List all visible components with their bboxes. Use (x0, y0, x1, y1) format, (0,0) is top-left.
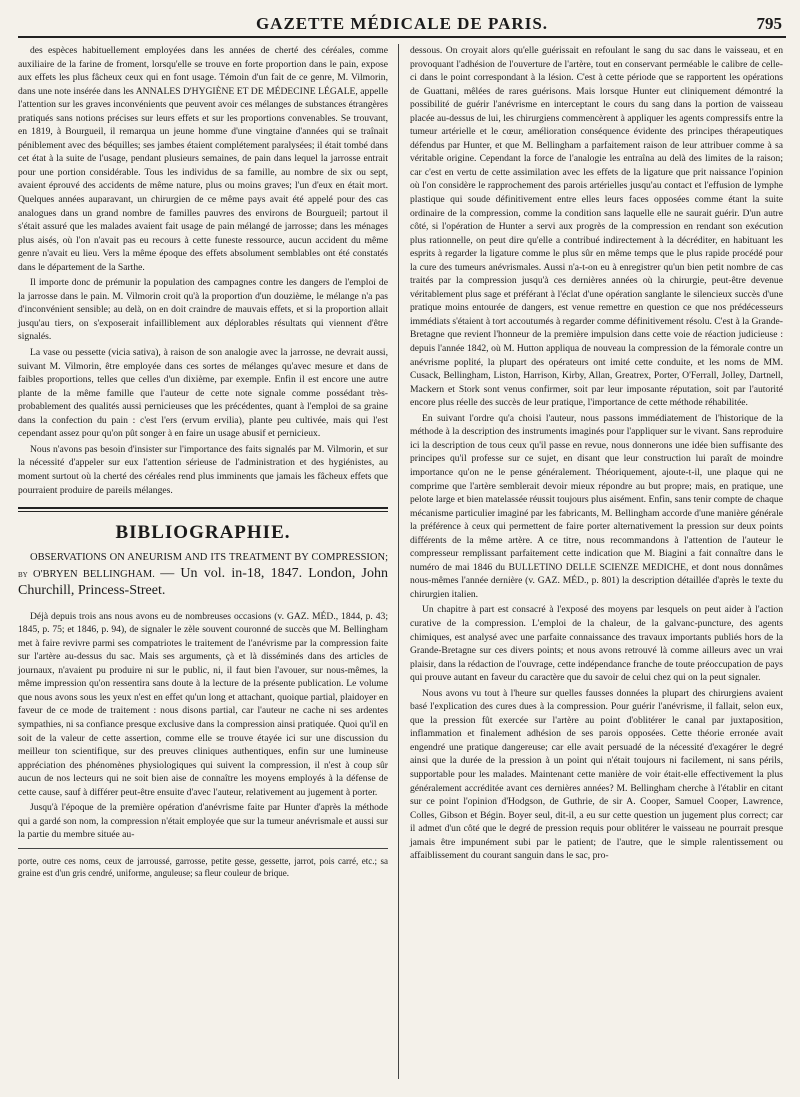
review-paragraph: Déjà depuis trois ans nous avons eu de nombreuses occasions (v. GAZ. MÉD., 1844, p. 43; 1845, p. 75; et 1846, p. 94), de signaler le zèle souvent couronné de succès que M. Bellingham met à faire revivre parmi ses compatriotes le traitement de l'anévrisme par la compression faite sur l'artère au-dessus du sac. Mais ses arguments, çà et là disséminés dans des articles de journaux, n'avaient pu produire ni sur le public, ni, il faut bien l'avouer, sur nous-mêmes, la même impression qu'on ressentira sans doute à la lecture de la présente publication. Le volume que nous avons sous les yeux n'est en effet qu'un long et attachant, quoique partial, plaidoyer en faveur de ce mode de traitement : nous disons partial, car l'auteur ne cache ni ses ardentes sympathies, ni sa confiance presque exclusive dans la compression ainsi pratiquée. Quoi qu'il en soit de la valeur de cette assertion, comme elle se trouve étayée ici sur une discussion du meilleur ton scientifique, sur des preuves cliniques authentiques, enfin sur une lumineuse appréciation des phénomènes physiologiques qui suivent la compression, il n'est à coup sûr aucun de nos lecteurs qui ne soit bien aise de connaître les moyens employés à la défense de cette cause, sauf à différer peut-être ensuite d'avec l'auteur, relativement au jugement à porter. (18, 610, 388, 798)
right-column (410, 44, 783, 863)
column-divider (398, 44, 399, 1079)
review-paragraph: En suivant l'ordre qu'a choisi l'auteur, nous passons immédiatement de l'historique de la méthode à la description des instruments imaginés pour l'appliquer sur le vivant. Sans reproduire ici la description de tous ceux qu'il passe en revue, nous donnerons une idée bien suffisante des principes qu'il professe sur ce sujet, en disant que leur construction lui paraît de moindre importance qu'on ne le pense généralement. Théoriquement, ajoute-t-il, une plaque qui ne comprime que l'artère semblerait devoir mieux répondre au but propre; mais, en pratique, une pelote large et bien matelassée réussit toujours plus aisément. Enfin, sans tenir compte de chaque mécanisme particulier imaginé par les fabricants, M. Bellingham accorde d'une manière générale la préférence à ceux qui permettent de faire porter alternativement la pression sur deux points différents de la même artère. A ce titre, nous recommandons à l'attention de l'auteur le compresseur remplissant parfaitement cette indication que M. Biagini a fait connaître dans le numéro de mai 1846 du BULLETINO DELLE SCIENZE MEDICHE, et dont nous donnâmes nous-mêmes l'année dernière (v. GAZ. MÉD., p. 801) la description détaillée d'après le texte du chirurgien italien. (410, 412, 783, 600)
article-paragraph: des espèces habituellement employées dans les années de cherté des céréales, comme auxiliaire de la farine de froment, lorsqu'elle se trouve en forte proportion dans le pain, expose aux effets les plus fâcheux ceux qui en font usage. Témoin d'un fait de ce genre, M. Vilmorin, dans une note insérée dans les ANNALES D'HYGIÈNE ET DE MÉDECINE LÉGALE, appelle l'attention sur les graves inconvénients que peuvent avoir ces mélanges de substances étrangères pratiqués sans notions précises sur leurs effets et sur les proportions convenables. Se trouvant, en 1819, à Bourgueil, il remarqua un jeune homme d'une vingtaine d'années qui se traînait péniblement avec des béquilles; ses jambes étaient complétement paralysées; il était tombé dans cet état à la suite de l'usage, pendant plusieurs semaines, de pain dans lequel la jarrosse entrait pour une portion considérable. Tous les individus de sa famille, au nombre de six ou sept, avaient éprouvé des accidents de même nature, plus ou moins graves; l'un d'eux en était mort. Quelques années auparavant, un chirurgien de ce même pays avait été appelé pour des cas analogues dans un grand nombre de familles pauvres des environs de Bourgueil; partout il s'était assuré que les malades avaient fait usage de pain mélangé de jarrosse; dans les ménages plus aisés, où l'on n'avait pas eu recours à cette funeste ressource, aucun accident du même genre n'avait eu lieu. Vers la même époque des effets absolument semblables ont été constatés dans le département de la Sarthe. (18, 45, 388, 273)
review-paragraph: dessous. On croyait alors qu'elle guérissait en refoulant le sang du sac dans le vaisseau, et en provoquant l'adhésion de l'ouverture de l'artère, tout en conservant perméable le calibre de celle-ci dans le point correspondant à la lésion. C'est à cette période que se rapportent les opérations de Guattani, mêlées de rares guérisons. Mais lorsque Hunter eut cliniquement démontré la possibilité de guérir l'anévrisme en interceptant le cours du sang dans la portion de vaisseau placée au-dessus de lui, les chirurgiens commencèrent à appliquer les agents compressifs entre la tumeur artérielle et le cœur, amélioration conséquence évidente des principes thérapeutiques défendus par Hunter, et que M. Bellingham a parfaitement raison de leur attribuer comme à sa véritable origine. Cependant la force de l'analogie les entraîna au delà des limites de la raison; car c'est en vertu de cette assimilation avec les effets de la ligature que prit naissance l'opinion où l'on considère le rapprochement des parois artérielles jusqu'au contact et l'effusion de lymphe plastique qui soude définitivement entre elles leurs faces opposées comme étant la suite ordinaire de la compression, comme la condition sans laquelle elle ne saurait guérir. D'un autre côté, si l'opération de Hunter a servi aux progrès de la compression en rendant son exécution plus rationnelle, on peut dire qu'elle a contribué indirectement à la décréditer, en habituant les esprits à regarder la ligature comme le plus sûr en même temps que le plus rapide procédé pour la cure des tumeurs anévrismales. Aussi n'a-t-on eu à enregistrer qu'un bien petit nombre de cas traités par la compression jusqu'à ces dernières années où la chirurgie, peut-être devenue véritablement plus sage et préférant à l'éclat d'une opération sanglante le silencieux succès d'une pratique moins entourée de dangers, est venue remettre en question ce que nos prédécesseurs immédiats s'étaient à tort accoutumés à regarder comme définitivement résolu. C'est à la Grande-Bretagne que revient l'honneur de la première impulsion dans cette voie de réaction judicieuse : depuis l'année 1842, où M. Hutton appliqua de nouveau la compression de la fémorale contre un anévrisme poplité, la plupart des opérateurs ont imité cette conduite, et les noms de MM. Cusack, Bellingham, Liston, Harrison, Kirby, Allan, Greatrex, Porter, O'Ferrall, Jolley, Dartnell, Mackern et Stork sont venus confirmer, soit par leur imposante réputation, soit par l'autorité encore plus réelle des succès de leur pratique, l'importance de cette méthode réhabilitée. (410, 45, 783, 409)
review-paragraph: Un chapitre à part est consacré à l'exposé des moyens par lesquels on peut aider à l'action curative de la compression. L'emploi de la chaleur, de la galvanc-puncture, des agents chimiques, est analysé avec une parfaite connaissance des travaux importants publiés hors de la Grande-Bretagne sur ces divers points; et nous avons retrouvé là comme ailleurs avec un vrai plaisir, dans la rédaction de l'ouvrage, cette indépendance franche de toute préoccupation de pays qui prouve autant en faveur du caractère que du savoir de celui chez qui on la peut signaler. (410, 604, 783, 684)
book-details: — Un vol. in-18, 1847. London, John Churchill, Princess-Street. (18, 565, 388, 598)
book-title: OBSERVATIONS ON ANEURISM AND ITS TREATMENT BY COMPRESSION; by O'BRYEN BELLINGHAM. (18, 551, 388, 580)
section-separator (18, 507, 388, 512)
page-number: 795 (756, 14, 782, 33)
article-paragraph: La vase ou pessette (vicia sativa), à raison de son analogie avec la jarrosse, ne devrait aussi, suivant M. Vilmorin, être employée dans ces sortes de mélanges qu'avec mesure et dans de faibles proportions, telles que celles d'un dixième, par exemple. Enfin il est encore une autre plante de la même famille que l'auteur de cette note signale comme possédant très-probablement des qualités aussi pernicieuses que les précédentes, quant à l'emploi de sa graine dans la confection du pain : c'est l'ers (ervum ervilia), plante peu cultivée, mais qui l'est cependant assez pour qu'on pût songer à en faire un usage abusif et pernicieux. (18, 347, 388, 440)
left-column (18, 44, 388, 880)
page-header (18, 14, 786, 38)
review-paragraph: Jusqu'à l'époque de la première opération d'anévrisme faite par Hunter d'après la méthode qui a gardé son nom, la compression n'était employée que sur la tumeur anévrismale et aussi sur la partie du membre située au- (18, 802, 388, 841)
footnote: porte, outre ces noms, ceux de jarroussé, garrosse, petite gesse, gessette, jarrot, pois carré, etc.; sa graine est d'un gris cendré, uniforme, anguleuse; sa fleur couleur de brique. (18, 848, 388, 880)
bibliography-heading (18, 550, 388, 600)
section-title: BIBLIOGRAPHIE. (115, 522, 291, 544)
article-paragraph: Il importe donc de prémunir la population des campagnes contre les dangers de l'emploi de la jarrosse dans le pain. M. Vilmorin croit qu'à la proportion d'un douzième, le mélange n'a pas d'inconvénient sensible; au delà, on en doit craindre de mauvais effets, et si la proportion allait jusqu'au tiers, on s'exposerait infailliblement aux déplorables résultats qui viennent d'être signalés. (18, 277, 388, 343)
article-paragraph: Nous n'avons pas besoin d'insister sur l'importance des faits signalés par M. Vilmorin, et sur la nécessité d'appeler sur eux l'attention sérieuse de l'administration et des hygiénistes, au moment surtout où la cherté des céréales rend plus imminents que jamais les fâcheux effets que pourraient produire de pareils mélanges. (18, 443, 388, 496)
journal-title: GAZETTE MÉDICALE DE PARIS. (255, 14, 549, 33)
review-paragraph: Nous avons vu tout à l'heure sur quelles fausses données la plupart des chirurgiens avaient basé l'explication des cures dues à la compression. Pour guérir l'anévrisme, il fallait, selon eux, que la pression fût exercée sur l'artère au point d'oblitérer le canal par juxtaposition, inflammation et finalement adhésion de ses parois opposées. Cette théorie erronée avait engendré une pratique dangereuse; car elle avait persuadé de la nécessité d'exagérer le degré ainsi que la durée de la pression à un point qui n'était toujours ni facilement, ni sans périls, supportable pour les malades. Maintenant cette manière de voir était-elle effectivement la plus généralement accréditée avant ces dernières années? M. Bellingham cherche à l'établir en citant sur ce point l'opinion d'Hodgson, de Guthrie, de sir A. Cooper, Samuel Cooper, Lawrence, Colles, Gibson et Bégin. Boyer seul, dit-il, a eu sur cette question un jugement plus correct; car il admet d'un côté que le degré de pression requis pour oblitérer le vaisseau ne pourrait presque jamais être impunément subi par le patient; de l'autre, que le simple ralentissement ou affaiblissement du courant sanguin dans le sac, pro- (410, 687, 783, 862)
